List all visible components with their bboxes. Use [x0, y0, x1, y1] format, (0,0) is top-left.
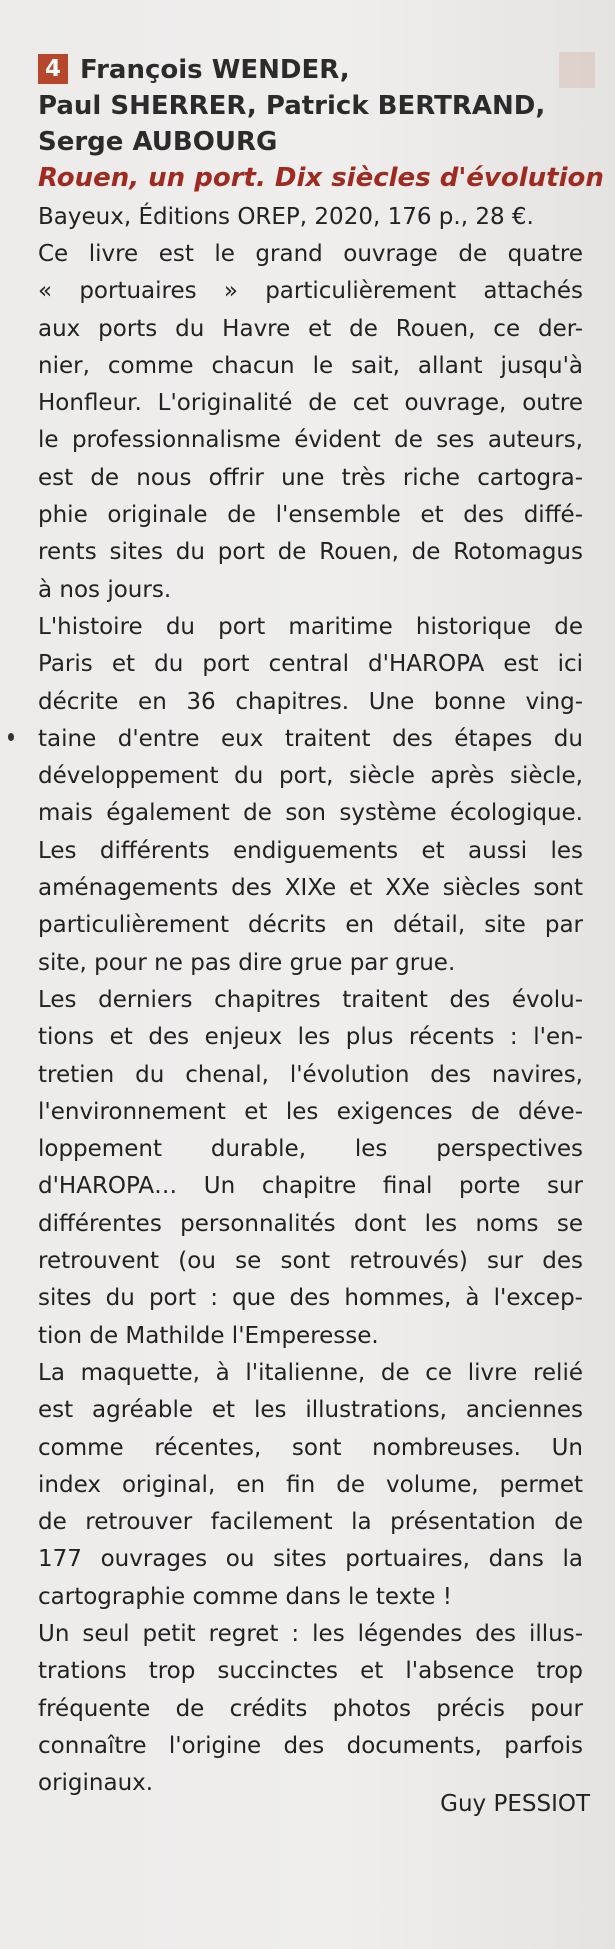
author-line-3: Serge AUBOURG — [38, 127, 278, 157]
text-line: Ce livre est le grand ouvrage de quatre — [38, 241, 583, 267]
text-line: Les différents endiguements et aussi les — [38, 837, 583, 864]
paragraph-2 — [38, 609, 583, 982]
paragraph-4 — [38, 1355, 583, 1616]
paragraph-5 — [38, 1616, 583, 1802]
text-line: phie originale de l'ensemble et des diffé- — [38, 502, 583, 529]
text-line: mais également de son système écologique. — [38, 800, 583, 827]
entry-number-badge: 4 — [38, 54, 68, 84]
text-line: décrite en 36 chapitres. Une bonne ving- — [38, 688, 583, 715]
author-line-1: François WENDER, — [80, 55, 350, 85]
text-line: 177 ouvrages ou sites portuaires, dans la — [38, 1546, 583, 1573]
text-line: tretien du chenal, l'évolution des navires, — [38, 1061, 583, 1088]
text-line: différentes personnalités dont les noms se — [38, 1210, 583, 1237]
author-line-2: Paul SHERRER, Patrick BERTRAND, — [38, 91, 546, 121]
text-line: développement du port, siècle après siècle, — [38, 763, 583, 790]
text-line: La maquette, à l'italienne, de ce livre relié — [38, 1359, 583, 1386]
text-line: cartographie comme dans le texte ! — [38, 1583, 452, 1610]
text-line: sites du port : que des hommes, à l'excep- — [38, 1285, 583, 1312]
text-line: aux ports du Havre et de Rouen, ce der- — [38, 315, 583, 342]
text-line: tion de Mathilde l'Emperesse. — [38, 1322, 379, 1349]
book-title: Rouen, un port. Dix siècles d'évolution — [38, 163, 604, 193]
text-line: d'HAROPA… Un chapitre final porte sur — [38, 1173, 583, 1200]
text-line: l'environnement et les exigences de déve- — [38, 1098, 583, 1125]
text-line: Les derniers chapitres traitent des évolu- — [38, 986, 583, 1013]
text-line: comme récentes, sont nombreuses. Un — [38, 1434, 583, 1461]
text-line: aménagements des XIXe et XXe siècles sont — [38, 875, 583, 902]
text-line: « portuaires » particulièrement attachés — [38, 278, 583, 305]
text-line: loppement durable, les perspectives — [38, 1136, 583, 1163]
text-line: est de nous offrir une très riche cartogra- — [38, 464, 583, 491]
text-line: connaître l'origine des documents, parfois — [38, 1732, 583, 1759]
paragraph-1 — [38, 236, 583, 609]
text-line: index original, en fin de volume, permet — [38, 1471, 583, 1498]
text-line: originaux. — [38, 1770, 154, 1797]
text-line: site, pour ne pas dire grue par grue. — [38, 949, 456, 976]
authors — [38, 52, 583, 160]
text-line: particulièrement décrits en détail, site par — [38, 912, 583, 939]
text-line: trations trop succinctes et l'absence trop — [38, 1658, 583, 1685]
text-line: Un seul petit regret : les légendes des illus- — [38, 1620, 583, 1647]
publication-info: Bayeux, Éditions OREP, 2020, 176 p., 28 €. — [38, 204, 534, 230]
text-line: de retrouver facilement la présentation de — [38, 1509, 583, 1536]
text-line: taine d'entre eux traitent des étapes du — [38, 725, 583, 752]
signature: Guy PESSIOT — [440, 1791, 590, 1817]
margin-mark — [8, 733, 14, 741]
text-line: tions et des enjeux les plus récents : l'en- — [38, 1024, 583, 1051]
text-line: Honfleur. L'originalité de cet ouvrage, outre — [38, 390, 583, 417]
text-line: est agréable et les illustrations, anciennes — [38, 1397, 583, 1424]
text-line: le professionnalisme évident de ses auteurs, — [38, 427, 583, 454]
text-line: Paris et du port central d'HAROPA est ici — [38, 651, 583, 678]
review-column — [38, 52, 604, 1802]
text-line: nier, comme chacun le sait, allant jusqu'à — [38, 352, 583, 379]
text-line: à nos jours. — [38, 576, 172, 603]
text-line: fréquente de crédits photos précis pour — [38, 1695, 583, 1722]
text-line: rents sites du port de Rouen, de Rotomagus — [38, 539, 583, 566]
text-line: L'histoire du port maritime historique de — [38, 613, 583, 640]
paragraph-3 — [38, 982, 583, 1355]
text-line: retrouvent (ou se sont retrouvés) sur des — [38, 1248, 583, 1275]
